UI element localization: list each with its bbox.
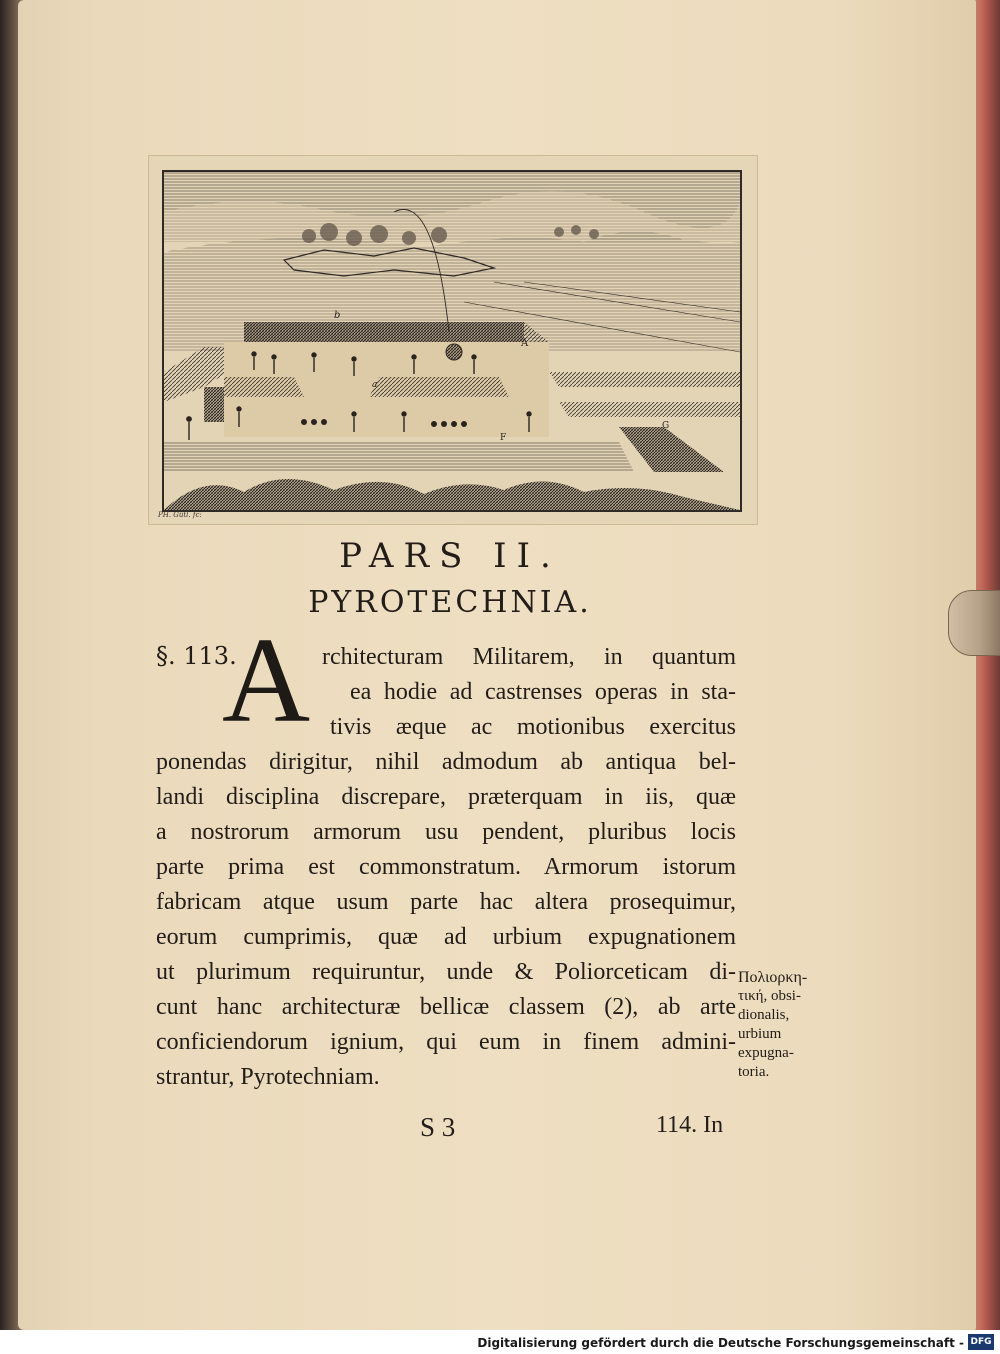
body-line: strantur, Pyrotechniam. bbox=[156, 1064, 380, 1090]
body-line: conficiendorum ignium, qui eum in finem admini- bbox=[156, 1029, 736, 1055]
body-line: fabricam atque usum parte hac altera prosequimur, bbox=[156, 889, 736, 915]
siege-scene-drawing bbox=[164, 172, 740, 510]
margin-note-line: τική, obsi- bbox=[738, 988, 801, 1004]
svg-text:F: F bbox=[500, 433, 507, 443]
body-line: ut plurimum requiruntur, unde & Poliorceticam di- bbox=[156, 959, 736, 985]
engraving-illustration bbox=[162, 170, 742, 512]
book-clasp bbox=[948, 590, 1000, 656]
margin-note-line: Πολιορκη- bbox=[738, 969, 808, 986]
catchword: 114. In bbox=[656, 1112, 724, 1138]
svg-text:G: G bbox=[662, 421, 670, 431]
engraver-signature: PH. Gütl. fc: bbox=[158, 511, 202, 519]
body-line: ponendas dirigitur, nihil admodum ab antiqua bel- bbox=[156, 749, 736, 775]
body-line: cunt hanc architecturæ bellicæ classem (2), ab arte bbox=[156, 994, 736, 1020]
margin-note bbox=[738, 968, 828, 1082]
svg-text:b: b bbox=[334, 310, 341, 321]
body-line: ea hodie ad castrenses operas in sta- bbox=[350, 679, 736, 705]
margin-note-line: dionalis, bbox=[738, 1007, 790, 1023]
digitization-credit: Digitalisierung gefördert durch die Deutsche Forschungsgemeinschaft - bbox=[477, 1336, 964, 1350]
part-heading: PARS II. bbox=[339, 536, 561, 576]
signature-mark: S 3 bbox=[420, 1112, 456, 1142]
section-number: §. 113. bbox=[156, 642, 237, 670]
dfg-logo: DFG bbox=[968, 1334, 994, 1350]
body-line: parte prima est commonstratum. Armorum istorum bbox=[156, 854, 736, 880]
margin-note-line: urbium bbox=[738, 1026, 782, 1042]
drop-capital: A bbox=[222, 613, 311, 748]
part-title: PYROTECHNIA. bbox=[308, 585, 592, 620]
margin-note-line: expugna- bbox=[738, 1045, 794, 1061]
margin-note-line: toria. bbox=[738, 1064, 770, 1080]
svg-text:A: A bbox=[521, 338, 529, 349]
body-line: rchitecturam Militarem, in quantum bbox=[322, 644, 736, 670]
body-line: landi disciplina discrepare, præterquam in iis, quæ bbox=[156, 784, 736, 810]
body-line: a nostrorum armorum usu pendent, pluribus locis bbox=[156, 819, 736, 845]
book-fore-edge bbox=[972, 0, 1000, 1330]
body-line: tivis æque ac motionibus exercitus bbox=[330, 714, 736, 740]
body-line: eorum cumprimis, quæ ad urbium expugnationem bbox=[156, 924, 736, 950]
svg-text:a: a bbox=[372, 380, 378, 390]
